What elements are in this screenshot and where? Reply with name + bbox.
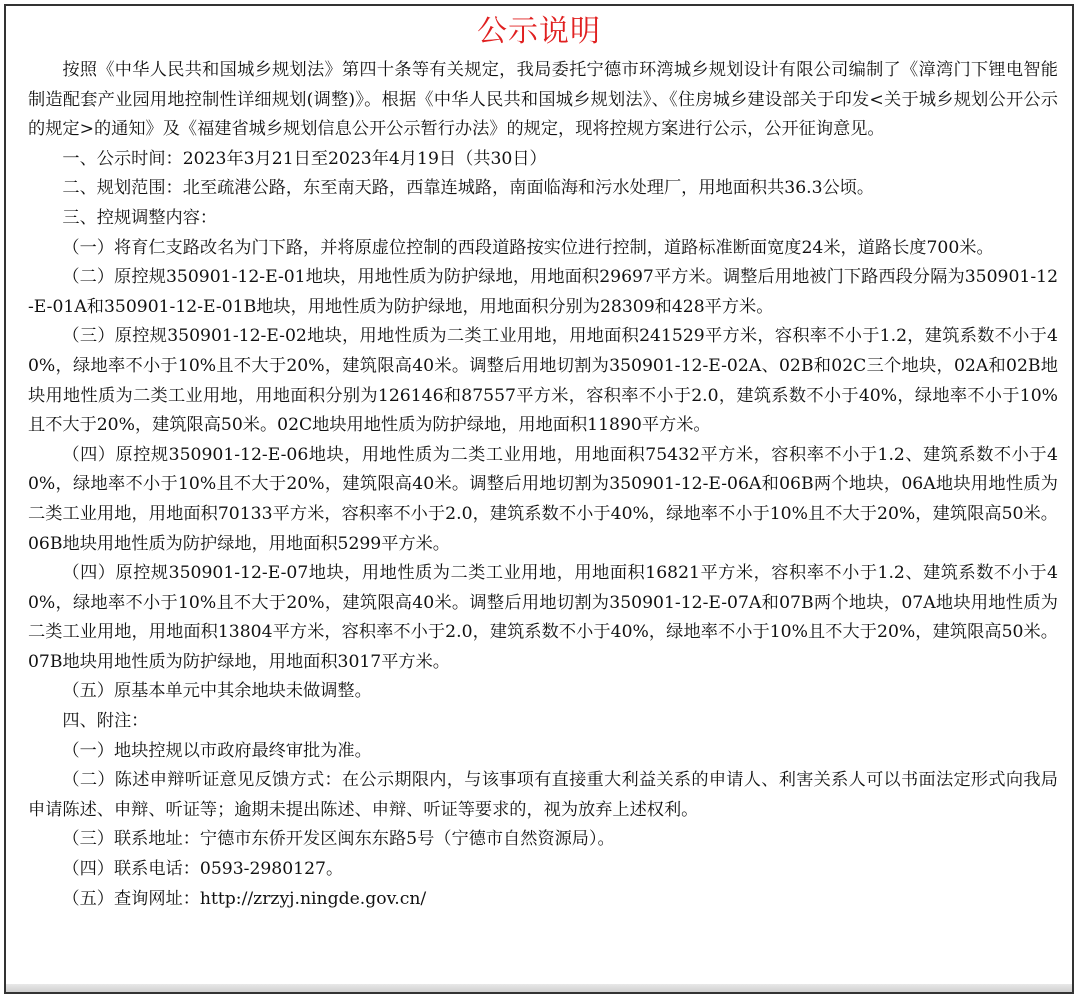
bottom-divider [6,984,1072,992]
paragraph-note-1: （一）地块控规以市政府最终审批为准。 [62,740,372,761]
paragraph-adjust-2: （二）原控规350901-12-E-01地块，用地性质为防护绿地，用地面积29697平方米。调整后用地被门下路西段分隔为350901-12-E-01A和350901-12-E-01B地块，用地性质为防护绿地，用地面积分别为28309和428平方米。 [28,267,1058,317]
paragraph-adjust-4b: （四）原控规350901-12-E-07地块，用地性质为二类工业用地，用地面积16821平方米，容积率不小于1.2、建筑系数不小于40%，绿地率不小于10%且不大于20%，建筑限高40米。调整后用地切割为350901-12-E-07A和07B两个地块，07A地块用地性质为二类工业用地，用地面积13804平方米，容积率不小于2.0，建筑系数不小于40%，绿地率不小于10%且不大于20%，建筑限高50米。07B地块用地性质为防护绿地，用地面积3017平方米。 [28,563,1058,672]
paragraph-adjust-5: （五）原基本单元中其余地块未做调整。 [62,681,372,702]
paragraph-note-2: （二）陈述申辩听证意见反馈方式：在公示期限内，与该事项有直接重大利益关系的申请人、利害关系人可以书面法定形式向我局申请陈述、申辩、听证等；逾期未提出陈述、申辩、听证等要求的，视为放弃上述权利。 [28,770,1058,820]
paragraph-intro: 按照《中华人民共和国城乡规划法》第四十条等有关规定，我局委托宁德市环湾城乡规划设计有限公司编制了《漳湾门下锂电智能制造配套产业园用地控制性详细规划(调整)》。根据《中华人民共和国城乡规划法》、《住房城乡建设部关于印发<关于城乡规划公开公示的规定>的通知》及《福建省城乡规划信息公开公示暂行办法》的规定，现将控规方案进行公示，公开征询意见。 [28,60,1058,140]
notice-body [28,56,1058,914]
paragraph-adjust-3: （三）原控规350901-12-E-02地块，用地性质为二类工业用地，用地面积241529平方米，容积率不小于1.2，建筑系数不小于40%，绿地率不小于10%且不大于20%，建筑限高40米。调整后用地切割为350901-12-E-02A、02B和02C三个地块，02A和02B地块用地性质为二类工业用地，用地面积分别为126146和87557平方米，容积率不小于2.0，建筑系数不小于40%，绿地率不小于10%且不大于20%，建筑限高50米。02C地块用地性质为防护绿地，用地面积11890平方米。 [28,326,1058,436]
paragraph-note-5: （五）查询网址：http://zrzyj.ningde.gov.cn/ [62,888,427,909]
paragraph-scope: 二、规划范围：北至疏港公路，东至南天路，西靠连城路，南面临海和污水处理厂，用地面积共36.3公顷。 [62,178,875,199]
paragraph-note-3: （三）联系地址：宁德市东侨开发区闽东东路5号（宁德市自然资源局）。 [62,829,615,850]
paragraph-adjust-4a: （四）原控规350901-12-E-06地块，用地性质为二类工业用地，用地面积75432平方米，容积率不小于1.2、建筑系数不小于40%，绿地率不小于10%且不大于20%，建筑限高40米。调整后用地切割为350901-12-E-06A和06B两个地块，06A地块用地性质为二类工业用地，用地面积70133平方米，容积率不小于2.0，建筑系数不小于40%，绿地率不小于10%且不大于20%，建筑限高50米。06B地块用地性质为防护绿地，用地面积5299平方米。 [28,444,1058,554]
paragraph-notes-heading: 四、附注： [62,711,149,732]
notice-frame [4,4,1074,994]
paragraph-adjust-1: （一）将育仁支路改名为门下路，并将原虚位控制的西段道路按实位进行控制，道路标准断面宽度24米，道路长度700米。 [62,237,994,258]
paragraph-period: 一、公示时间：2023年3月21日至2023年4月19日（共30日） [62,148,547,169]
paragraph-note-4: （四）联系电话：0593-2980127。 [62,859,344,880]
notice-title: 公示说明 [477,14,601,49]
paragraph-adjust-heading: 三、控规调整内容： [62,207,218,228]
